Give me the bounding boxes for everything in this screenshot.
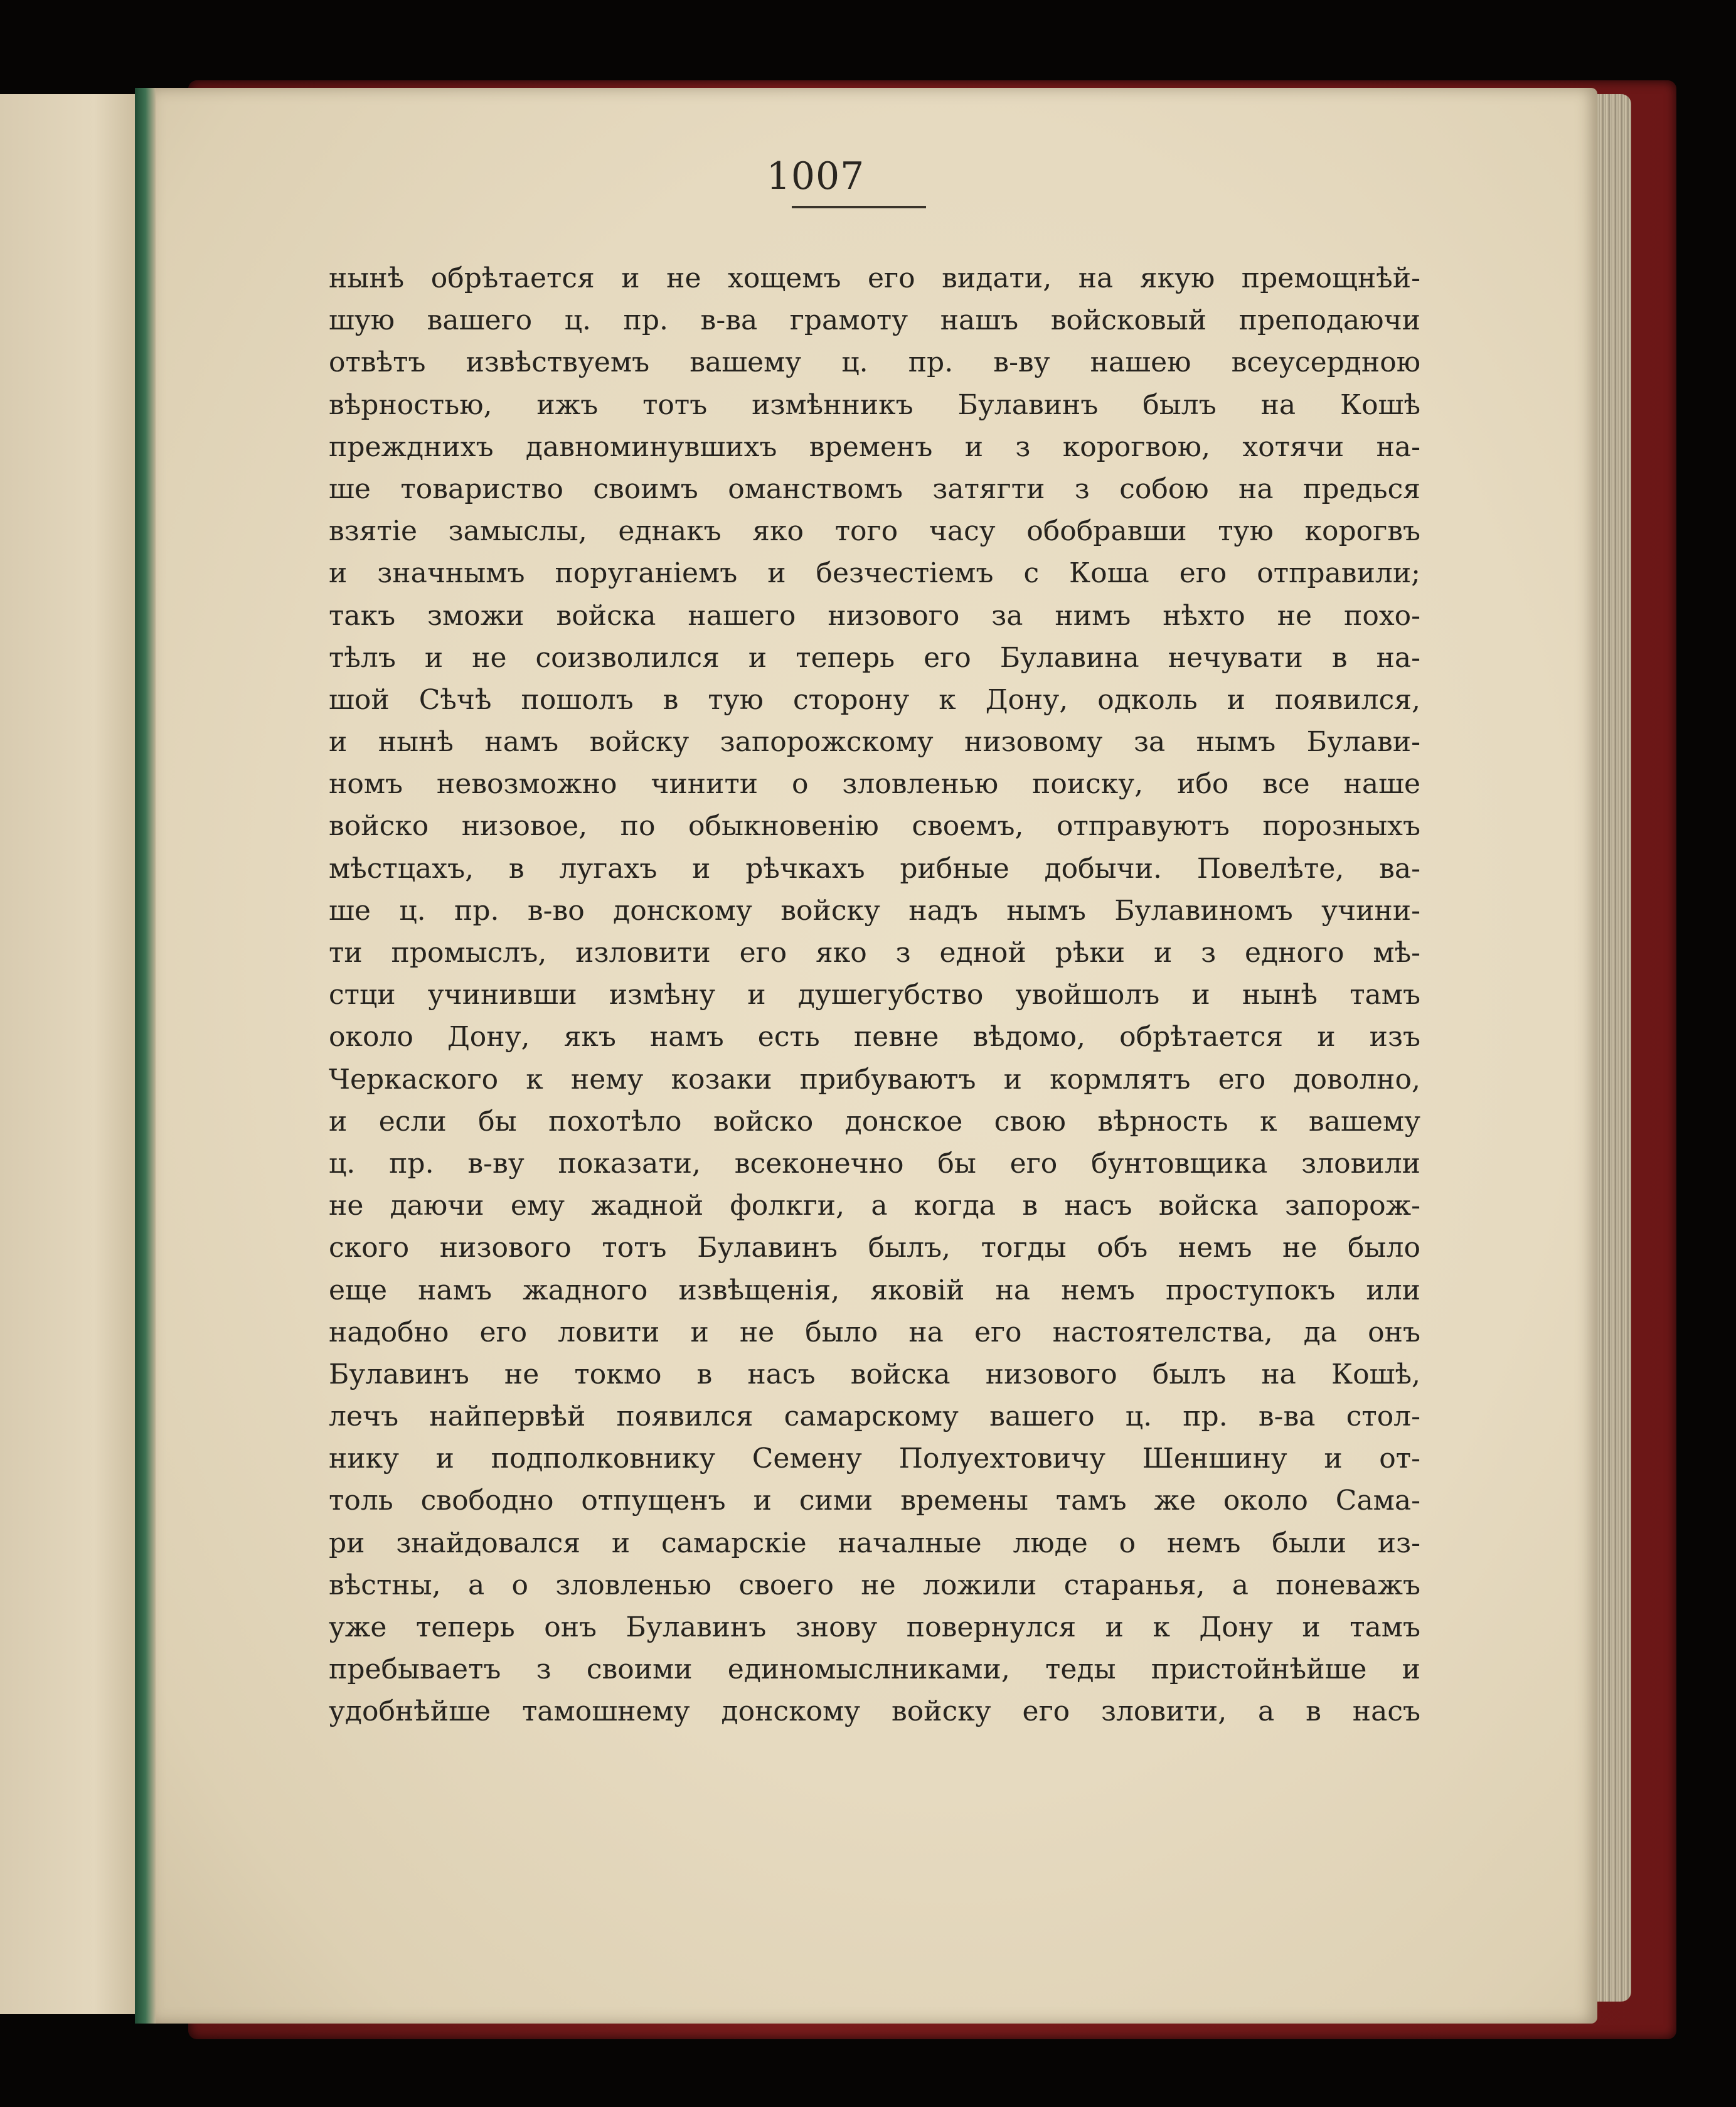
text-line: такъ зможи войска нашего низового за нимъ нѣхто не похо- — [329, 599, 1420, 632]
text-line: шой Сѣчѣ пошолъ в тую сторону к Дону, одколь и появился, — [329, 683, 1420, 716]
text-line: около Дону, якъ намъ есть певне вѣдомо, обрѣтается и изъ — [329, 1021, 1420, 1054]
text-line: ского низового тотъ Булавинъ былъ, тогды объ немъ не было — [329, 1232, 1420, 1264]
text-line: вѣстны, а о зловленью своего не ложили старанья, а поневажъ — [329, 1569, 1420, 1601]
text-line: Булавинъ не токмо в насъ войска низового былъ на Кошѣ, — [329, 1358, 1420, 1390]
text-line: удобнѣйше тамошнему донскому войску его зловити, а в насъ — [329, 1695, 1420, 1728]
page-number-rule — [792, 206, 926, 208]
text-line: ри знайдовался и самарскіе началные люде о немъ были из- — [329, 1527, 1420, 1559]
text-line: и значнымъ поруганіемъ и безчестіемъ с Коша его отправили; — [329, 557, 1420, 590]
text-line: и если бы похотѣло войско донское свою вѣрность к вашему — [329, 1105, 1420, 1138]
text-line: войско низовое, по обыкновенію своемъ, отправуютъ порозныхъ — [329, 810, 1420, 843]
text-line: стци учинивши измѣну и душегубство увойшолъ и нынѣ тамъ — [329, 979, 1420, 1011]
text-line: надобно его ловити и не было на его настоятелства, да онъ — [329, 1316, 1420, 1348]
text-line: лечъ найпервѣй появился самарскому вашего ц. пр. в-ва стол- — [329, 1400, 1420, 1433]
text-line: прежднихъ давноминувшихъ временъ и з корогвою, хотячи на- — [329, 430, 1420, 463]
text-line: и нынѣ намъ войску запорожскому низовому за нымъ Булави- — [329, 726, 1420, 759]
text-line: не даючи ему жадной фолкги, а когда в насъ войска запорож- — [329, 1190, 1420, 1222]
text-line: нынѣ обрѣтается и не хощемъ его видати, на якую премощнѣй- — [329, 262, 1420, 294]
text-line: ше ц. пр. в-во донскому войску надъ нымъ Булавиномъ учини- — [329, 894, 1420, 927]
text-line: нику и подполковнику Семену Полуехтовичу Шеншину и от- — [329, 1443, 1420, 1475]
text-line: ц. пр. в-ву показати, всеконечно бы его бунтовщика зловили — [329, 1147, 1420, 1180]
text-line: вѣрностью, ижъ тотъ измѣнникъ Булавинъ былъ на Кошѣ — [329, 388, 1420, 421]
text-line: ти промыслъ, изловити его яко з едной рѣки и з едного мѣ- — [329, 937, 1420, 969]
text-line: шую вашего ц. пр. в-ва грамоту нашъ войсковый преподаючи — [329, 304, 1420, 337]
text-line: номъ невозможно чинити о зловленью поиску, ибо все наше — [329, 768, 1420, 801]
page-number: 1007 — [766, 154, 865, 198]
page-text — [329, 257, 1420, 1733]
text-line: пребываетъ з своими единомыслниками, теды пристойнѣйше и — [329, 1653, 1420, 1686]
text-line: толь свободно отпущенъ и сими времены тамъ же около Сама- — [329, 1485, 1420, 1517]
text-line: взятіе замыслы, еднакъ яко того часу обобравши тую корогвъ — [329, 515, 1420, 548]
text-line: еще намъ жадного извѣщенія, яковій на немъ проступокъ или — [329, 1274, 1420, 1306]
text-line: мѣстцахъ, в лугахъ и рѣчкахъ рибные добычи. Повелѣте, ва- — [329, 852, 1420, 885]
text-line: уже теперь онъ Булавинъ знову повернулся и к Дону и тамъ — [329, 1611, 1420, 1643]
text-line: тѣлъ и не соизволился и теперь его Булавина нечувати в на- — [329, 641, 1420, 674]
text-line: отвѣтъ извѣствуемъ вашему ц. пр. в-ву нашею всеусердною — [329, 346, 1420, 379]
text-line: ше товариство своимъ оманствомъ затягти з собою на предься — [329, 472, 1420, 505]
left-page-marks — [0, 94, 157, 2014]
text-line: Черкаского к нему козаки прибуваютъ и кормлятъ его доволно, — [329, 1063, 1420, 1096]
